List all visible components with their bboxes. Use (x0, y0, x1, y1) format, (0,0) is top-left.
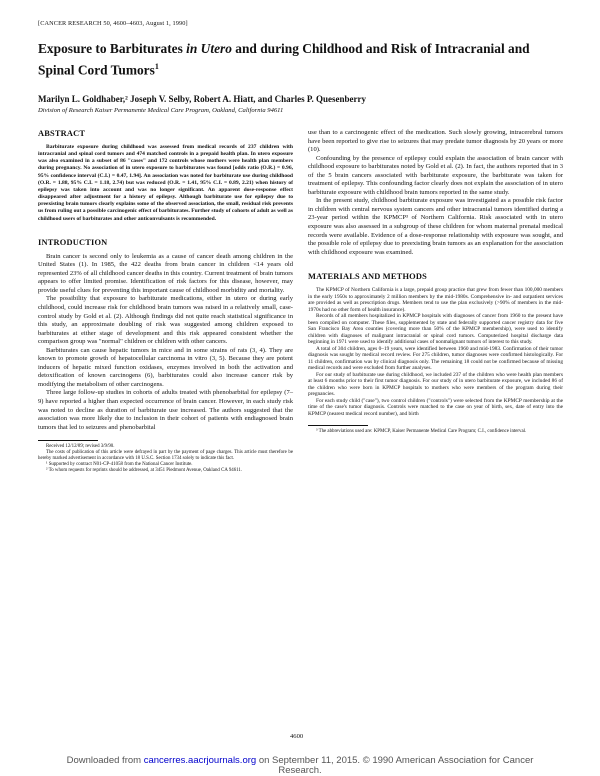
footnote: The costs of publication of this article were defrayed in part by the payment of page charges. This article must therefore be hereby marked advertisement in accordance with 18 U.S.C. Section 1734 solely to indicate this fact. (38, 450, 293, 462)
methods-paragraph: For our study of barbiturate use during childhood, we included 237 of the children who were health plan members at least 6 months prior to their first tumor diagnosis. For our study of in utero barbiturate exposure, we included 86 of the children who were born in KPMCP hospitals to mothers who were members of the program during their pregnancies. (308, 371, 563, 398)
body-paragraph: Confounding by the presence of epilepsy could explain the association of brain cancer with childhood exposure to barbiturates noted by Gold et al. (2). In fact, the authors reported that in 3 of the 5 brain cancers associated with barbiturate exposure, the barbiturate was taken for treatment of epilepsy. This confounding factor clearly does not explain the association of in utero barbiturate exposure with childhood brain tumors reported in the same study. (308, 154, 563, 196)
intro-paragraph: Brain cancer is second only to leukemia as a cause of cancer death among children in the United States (1). In 1985, the 422 deaths from brain cancer in children <14 years old represented 23% of all childhood cancer deaths in this country. Current treatment of brain tumors appears to offer limited promise. Identification of risk factors for this disease, however, may provide useful clues for preventing this important cause of childhood morbidity and mortality. (38, 252, 293, 294)
page-number: 4600 (290, 733, 304, 740)
title-footnote-mark: 1 (154, 62, 159, 71)
abstract-heading: ABSTRACT (38, 129, 86, 138)
intro-paragraph: The possibility that exposure to barbiturate medications, either in utero or during early childhood, could increase risk for childhood brain tumors was raised in a relatively small, case-control study by Gold et al. (2). Although findings did not quite reach statistical significance in this study, an approximate doubling of risk was suggested among children exposed to barbiturates at either stage of development and this risk appeared consistent whether the comparison group was "normal" children or children with other cancers. (38, 295, 293, 346)
title-part2: and during Childhood and Risk of Intracranial and Spinal Cord Tumors (38, 41, 530, 78)
left-column (38, 129, 293, 474)
download-footer-line2: Research. (278, 765, 322, 776)
methods-paragraph: A total of 304 children, ages 0–19 years, were identified between 1960 and mid-1983. Confirmation of their tumor diagnosis was sought by medical record review. For 275 children, tumor diagnoses were confirmed histologically. For 11 children, confirmation was by clinical diagnosis only. The remaining 18 could not be confirmed because of missing medical records and were excluded from further analyses. (308, 345, 563, 372)
methods-heading: MATERIALS AND METHODS (308, 272, 427, 282)
footer-prefix: Downloaded from (66, 755, 144, 766)
methods-paragraph: For each study child ("case"), two control children ("controls") were selected from the KPMCP membership at the time of the case's tumor diagnosis. Controls were matched to the case on year of birth, sex, date of entry into the KPMCP (nearest medical record number), and birth (308, 397, 563, 417)
footnote: ² To whom requests for reprints should be addressed, at 3451 Piedmont Avenue, Oakland CA 94611. (46, 467, 243, 473)
footnotes (38, 444, 293, 474)
footnote: ³ The abbreviations used are: KPMCP, Kaiser Permanente Medical Care Program; C.I., confidence interval. (316, 429, 527, 435)
footnote: ¹ Supported by contract N01-CP-41058 from the National Cancer Institute. (46, 461, 193, 467)
methods-paragraph: The KPMCP of Northern California is a large, prepaid group practice that grew from fewer than 100,000 members in the early 1950s to approximately 2 million members by the mid-1980s. Comprehensive in- and outpatient services are provided as well as prescription drugs. Members tend to use the plan exclusively (>90% of members in the mid-1970s had no other form of health insurance). (308, 287, 563, 313)
footnote-divider (308, 425, 368, 426)
title-italic: in Utero (186, 41, 232, 56)
intro-paragraph: Three large follow-up studies in cohorts of adults treated with phenobarbital for epilepsy (7–9) have reported a higher than expected occurrence of brain cancer. However, in each study risk was noted to decline as duration of barbiturate use increased. The authors suggested that the association was more likely due to inclusion in their cohort of patients with endiagnosed brain tumors that led to seizures and phenobarbital (38, 389, 293, 431)
affiliation: Division of Research Kaiser Permanente Medical Care Program, Oakland, California 94611 (38, 107, 284, 114)
author-list: Marilyn L. Goldhaber,² Joseph V. Selby, Robert A. Hiatt, and Charles P. Quesenberry (38, 94, 366, 104)
right-column (308, 129, 563, 435)
abstract-text: Barbiturate exposure during childhood was assessed from medical records of 237 children with intracranial and spinal cord tumors and 474 matched controls in a prepaid health plan. In utero exposure was also examined in a subset of 86 "cases" and 172 controls whose mothers were health plan members during pregnancy. No association of in utero exposure to barbiturates was found [odds ratio (O.R.) = 0.96, 95% confidence interval (C.I.) = 0.47, 1.94]. An association was noted for barbiturate use during childhood (O.R. = 1.88, 95% C.I. = 1.18, 2.74) but was reduced (O.R. = 1.41, 95% C.I. = 0.89, 2.21) when history of epilepsy was taken into account and was no longer significant. An apparent dose-response effect disappeared after adjustment for a history of epilepsy. Although barbiturate use for epilepsy due to preexisting brain tumors clearly explains some of the observed association, the small, residual risk prevents us from ruling out a possible carcinogenic effect of barbiturates. Further study of cohorts of adult as well as childhood users of barbiturates and other anticonvulsants is recommended. (38, 144, 293, 222)
methods-paragraph: Records of all members hospitalized in KPMCP hospitals with diagnoses of cancer from 1960 to the present have been compiled on computer. These files, supplemented by state and federally supported cancer registry data for five San Francisco Bay Area counties (covering more than 50% of the KPMCP membership), were used to identify children with diagnoses of malignant intracranial or spinal cord tumors. Computerized hospital discharge data beginning in 1971 were used to identify additional cases of nonmalignant tumors of interest to this study. (308, 313, 563, 346)
journal-link[interactable]: cancerres.aacrjournals.org (143, 755, 257, 766)
intro-heading: INTRODUCTION (38, 237, 108, 247)
body-paragraph: use than to a carcinogenic effect of the medication. Such slowly growing, intracerebral tumors have been reported to give rise to seizures that may predate tumor diagnosis by 20 years or more (10). (308, 129, 563, 154)
intro-paragraph: Barbiturates can cause hepatic tumors in mice and in some strains of rats (3, 4). They are known to promote growth of hepatocellular carcinoma in vitro (3, 5). Because they are potent inducers of hepatic mixed function oxidases, enzymes involved in both the activation and detoxification of known carcinogens (6), barbiturates could also increase cancer risk by modifying the metabolism of other carcinogens. (38, 346, 293, 388)
footnote: Received 12/12/89; revised 3/9/90. (46, 444, 115, 450)
methods-block (308, 287, 563, 417)
footnote-divider (38, 440, 98, 441)
journal-citation: [CANCER RESEARCH 50, 4600–4603, August 1, 1990] (38, 20, 188, 27)
article-title (38, 40, 558, 79)
title-part1: Exposure to Barbiturates (38, 41, 187, 56)
footer-suffix: on September 11, 2015. © 1990 American Association for Cancer (256, 755, 534, 766)
body-paragraph: In the present study, childhood barbiturate exposure was investigated as a possible risk factor in children with central nervous system cancers and other intracranial tumors identified during a 23-year period within the KPMCP³ of Northern California. Risk associated with in utero exposure was also assessed in a subgroup of these children for whom maternal prenatal medical records were available. Evidence of a dose-response relationship with exposure was sought, and the possible role of epilepsy due to preexisting brain tumors as an explanation for the association with childhood exposure was examined. (308, 197, 563, 256)
footnotes (308, 429, 563, 435)
abstract-block (38, 144, 293, 223)
